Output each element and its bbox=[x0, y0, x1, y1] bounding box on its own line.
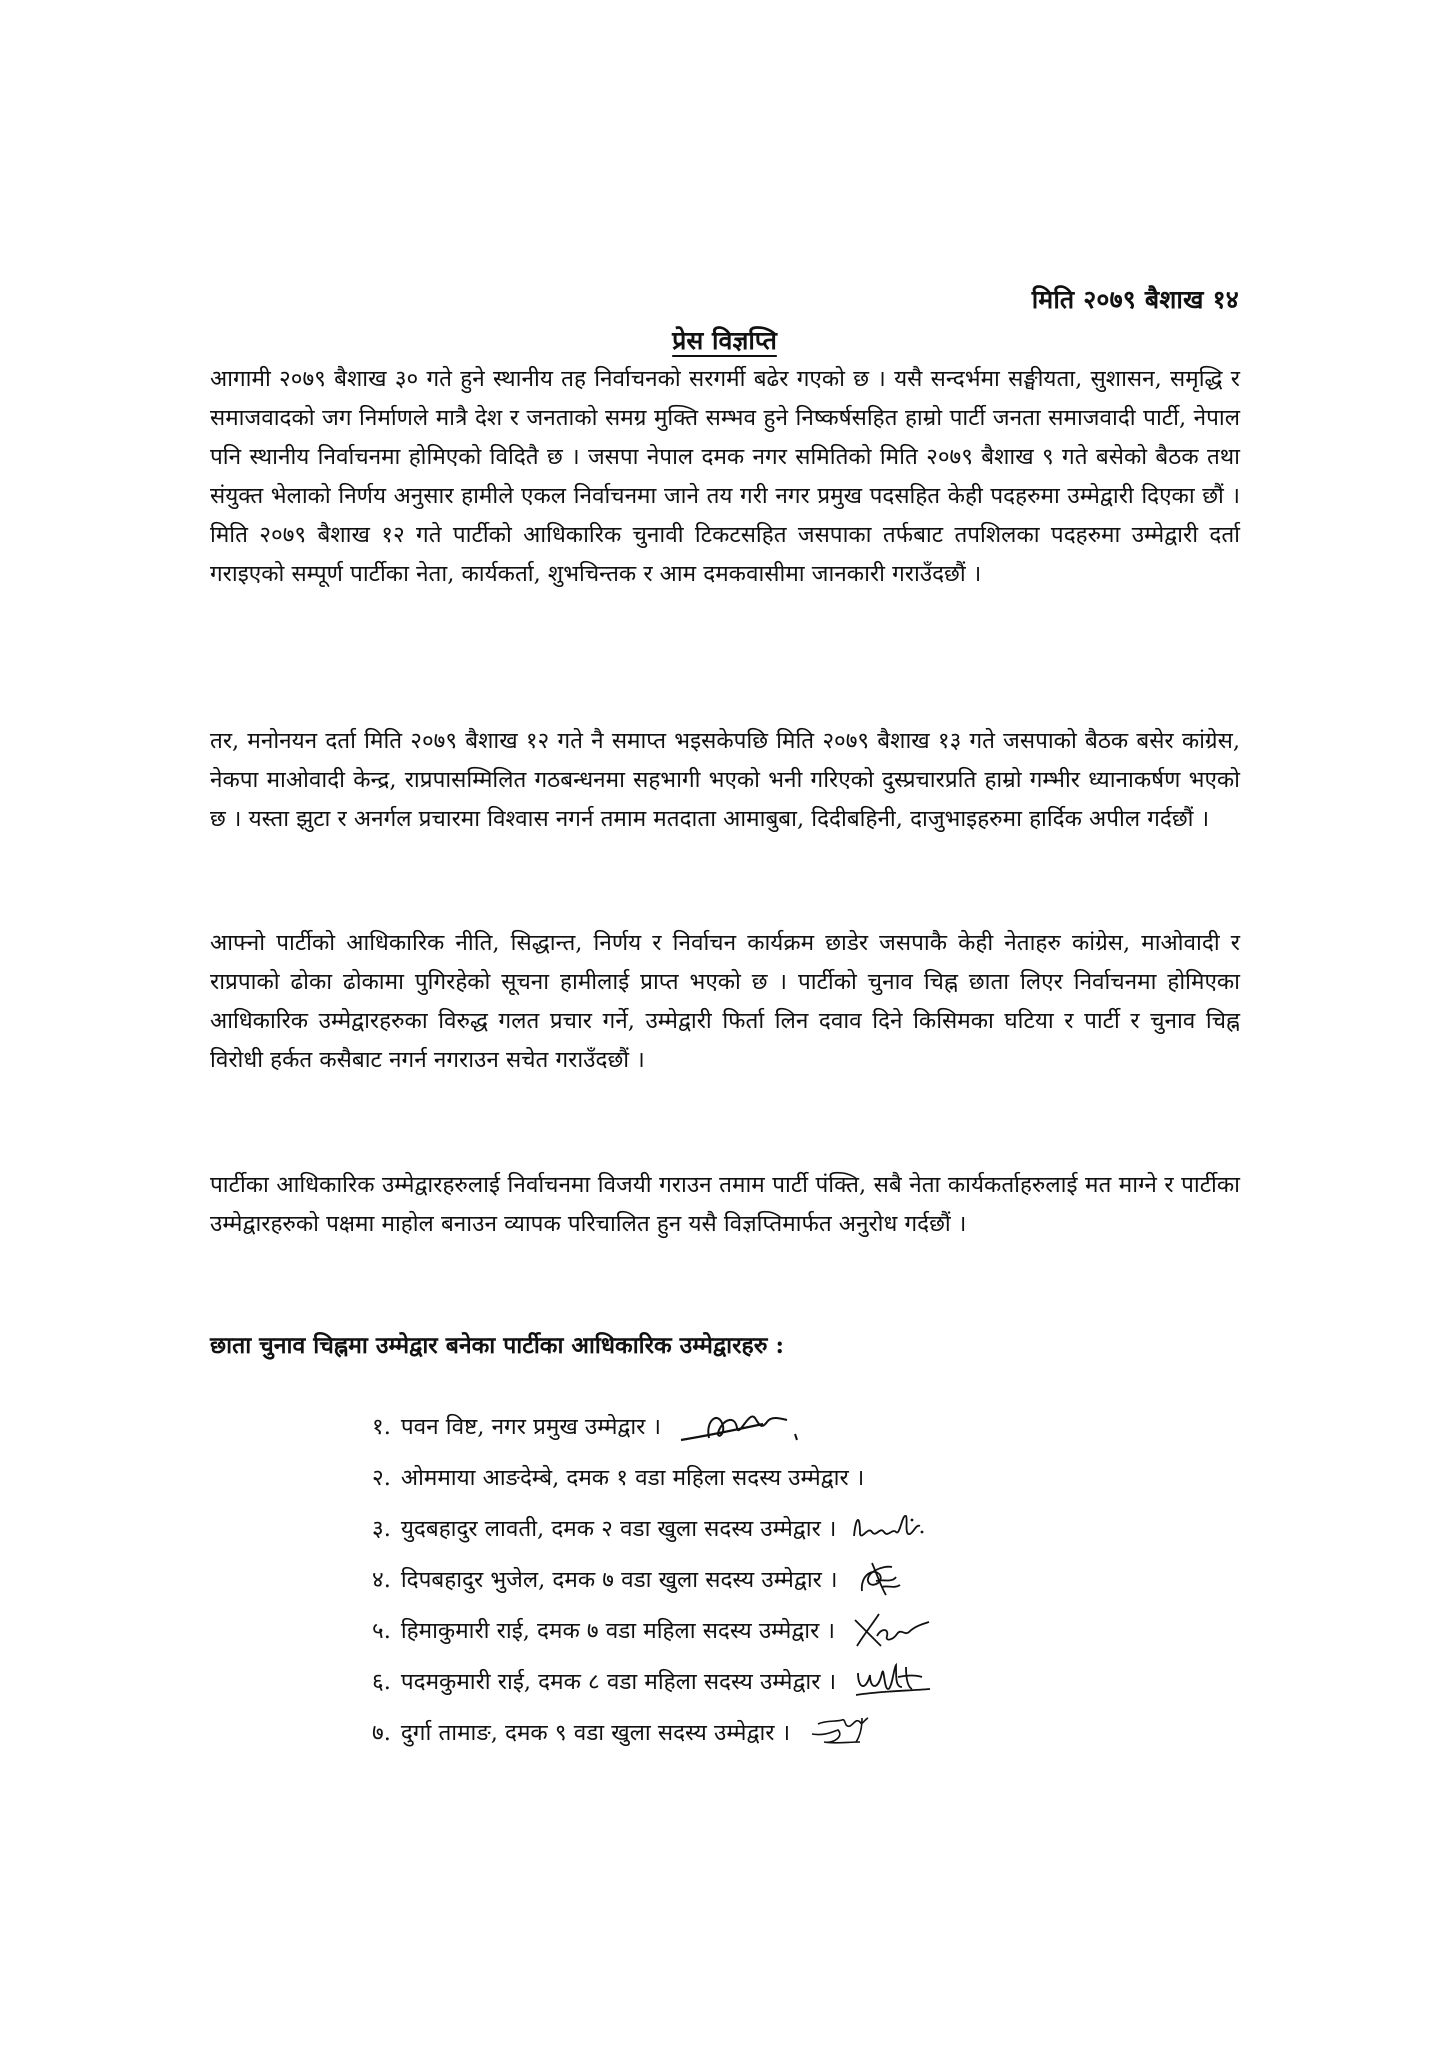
paragraph-1: आगामी २०७९ बैशाख ३० गते हुने स्थानीय तह निर्वाचनको सरगर्मी बढेर गएको छ । यसै सन्दर्भमा सङ्घीयता, सुशासन, समृद्धि र समाजवादको जग निर्माणले मात्रै देश र जनताको समग्र मुक्ति सम्भव हुने निष्कर्षसहित हाम्रो पार्टी जनता समाजवादी पार्टी, नेपाल पनि स्थानीय निर्वाचनमा होमिएको विदितै छ । जसपा नेपाल दमक नगर समितिको मिति २०७९ बैशाख ९ गते बसेको बैठक तथा संयुक्त भेलाको निर्णय अनुसार हामीले एकल निर्वाचनमा जाने तय गरी नगर प्रमुख पदसहित केही पदहरुमा उम्मेद्वारी दिएका छौं । मिति २०७९ बैशाख १२ गते पार्टीको आधिकारिक चुनावी टिकटसहित जसपाका तर्फबाट तपशिलका पदहरुमा उम्मेद्वारी दर्ता गराइएको सम्पूर्ण पार्टीका नेता, कार्यकर्ता, शुभचिन्तक र आम दमकवासीमा जानकारी गराउँदछौं । bbox=[210, 366, 1240, 587]
candidate-text: ओममाया आङदेम्बे, दमक १ वडा महिला सदस्य उम्मेद्वार । bbox=[400, 1465, 865, 1491]
paragraph-4: पार्टीका आधिकारिक उम्मेद्वारहरुलाई निर्वाचनमा विजयी गराउन तमाम पार्टी पंक्ति, सबै नेता कार्यकर्ताहरुलाई मत माग्ने र पार्टीका उम्मेद्वारहरुको पक्षमा माहोल बनाउन व्यापक परिचालित हुन यसै विज्ञप्तिमार्फत अनुरोध गर्दछौं । bbox=[210, 1172, 1240, 1237]
list-item bbox=[372, 1706, 1192, 1757]
list-item bbox=[372, 1655, 1192, 1706]
candidate-text: पदमकुमारी राई, दमक ८ वडा महिला सदस्य उम्मेद्वार । bbox=[400, 1669, 837, 1695]
signature-1 bbox=[675, 1400, 825, 1452]
candidate-list bbox=[372, 1400, 1192, 1757]
signature-5 bbox=[849, 1606, 939, 1654]
signature-3 bbox=[850, 1506, 930, 1550]
candidate-number: १. bbox=[372, 1414, 391, 1440]
candidate-number: ५. bbox=[372, 1618, 391, 1644]
paragraph-2: तर, मनोनयन दर्ता मिति २०७९ बैशाख १२ गते नै समाप्त भइसकेपछि मिति २०७९ बैशाख १३ गते जसपाको बैठक बसेर कांग्रेस, नेकपा माओवादी केन्द्र, राप्रपासम्मिलित गठबन्धनमा सहभागी भएको भनी गरिएको दुस्प्रचारप्रति हाम्रो गम्भीर ध्यानाकर्षण भएको छ । यस्ता झुटा र अनर्गल प्रचारमा विश्वास नगर्न तमाम मतदाता आमाबुबा, दिदीबहिनी, दाजुभाइहरुमा हार्दिक अपील गर्दछौं । bbox=[210, 728, 1240, 832]
signature-4 bbox=[852, 1557, 912, 1601]
list-item bbox=[372, 1604, 1192, 1655]
date-line: मिति २०७९ बैशाख १४ bbox=[1031, 285, 1239, 314]
paragraph-3: आफ्नो पार्टीको आधिकारिक नीति, सिद्धान्त, निर्णय र निर्वाचन कार्यक्रम छाडेर जसपाकै केही नेताहरु कांग्रेस, माओवादी र राप्रपाको ढोका ढोकामा पुगिरहेको सूचना हामीलाई प्राप्त भएको छ । पार्टीको चुनाव चिह्न छाता लिएर निर्वाचनमा होमिएका आधिकारिक उम्मेद्वारहरुका विरुद्ध गलत प्रचार गर्ने, उम्मेद्वारी फिर्ता लिन दवाव दिने किसिमका घटिया र पार्टी र चुनाव चिह्न विरोधी हर्कत कसैबाट नगर्न नगराउन सचेत गराउँदछौं । bbox=[210, 930, 1240, 1073]
list-item bbox=[372, 1553, 1192, 1604]
press-release-heading bbox=[0, 323, 1449, 357]
candidate-number: ४. bbox=[372, 1567, 391, 1593]
candidate-list-heading: छाता चुनाव चिह्नमा उम्मेद्वार बनेका पार्टीका आधिकारिक उम्मेद्वारहरु : bbox=[210, 1332, 784, 1359]
candidate-number: ७. bbox=[372, 1720, 391, 1746]
candidate-text: दिपबहादुर भुजेल, दमक ७ वडा खुला सदस्य उम्मेद्वार । bbox=[400, 1567, 838, 1593]
list-item bbox=[372, 1502, 1192, 1553]
list-item bbox=[372, 1400, 1192, 1451]
candidate-number: २. bbox=[372, 1465, 391, 1491]
signature-6 bbox=[850, 1659, 940, 1703]
candidate-text: पवन विष्ट, नगर प्रमुख उम्मेद्वार । bbox=[400, 1414, 662, 1440]
candidate-text: युदबहादुर लावती, दमक २ वडा खुला सदस्य उम्मेद्वार । bbox=[400, 1516, 837, 1542]
list-item bbox=[372, 1451, 1192, 1502]
signature-7 bbox=[804, 1712, 884, 1752]
candidate-number: ६. bbox=[372, 1669, 391, 1695]
heading-text: प्रेस विज्ञप्ति bbox=[672, 326, 777, 355]
candidate-text: दुर्गा तामाङ, दमक ९ वडा खुला सदस्य उम्मेद्वार । bbox=[400, 1720, 791, 1746]
candidate-number: ३. bbox=[372, 1516, 391, 1542]
candidate-text: हिमाकुमारी राई, दमक ७ वडा महिला सदस्य उम्मेद्वार । bbox=[400, 1618, 835, 1644]
